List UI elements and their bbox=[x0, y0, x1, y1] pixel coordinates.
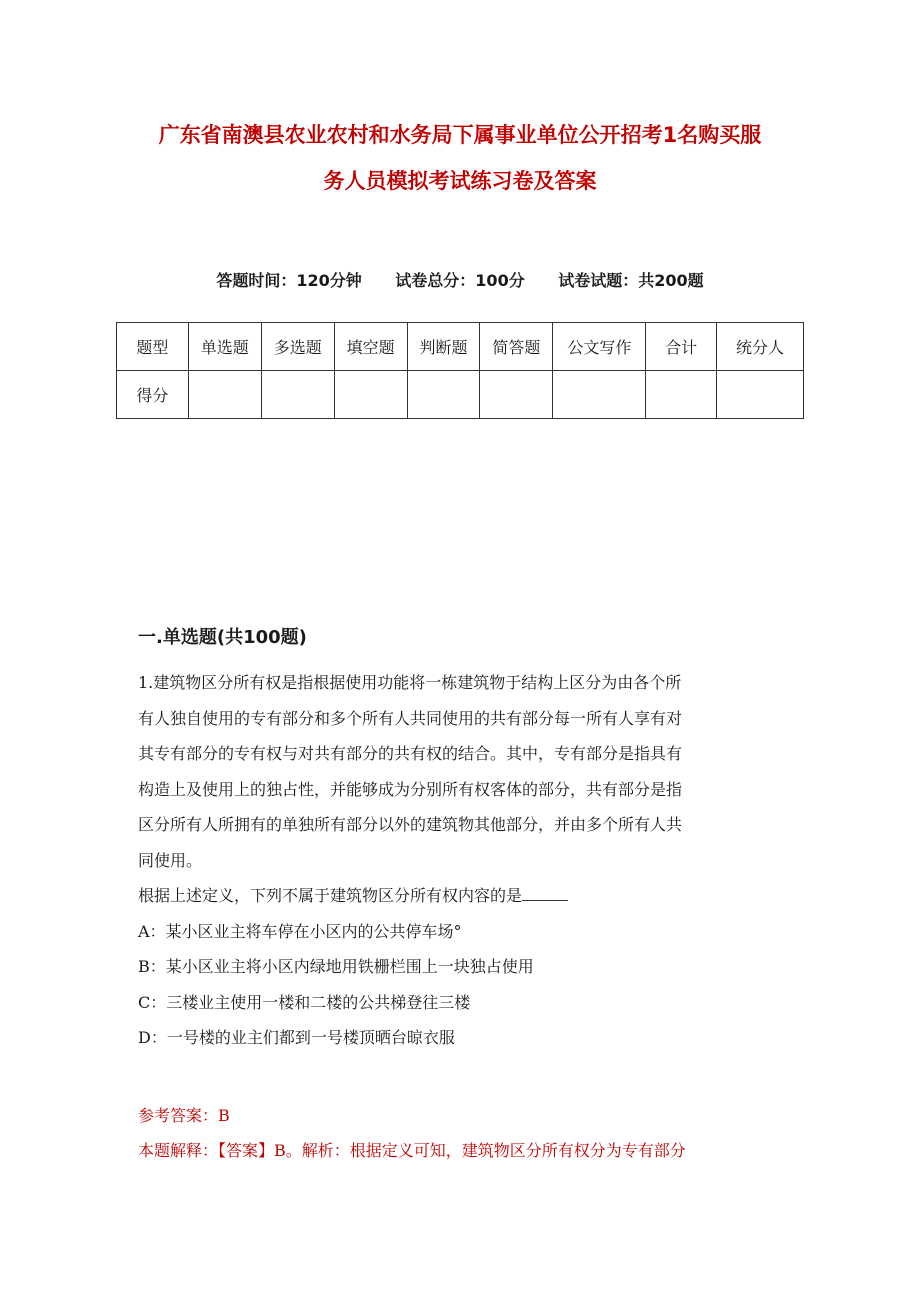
answer-block bbox=[138, 1098, 788, 1168]
question-text-line: 区分所有人所拥有的单独所有部分以外的建筑物其他部分，并由多个所有人共 bbox=[138, 815, 683, 834]
score-cell bbox=[646, 371, 717, 419]
score-table-header: 判断题 bbox=[407, 323, 480, 371]
question-prompt bbox=[138, 878, 778, 914]
score-table-header: 题型 bbox=[117, 323, 189, 371]
question-text-line: 同使用。 bbox=[138, 850, 203, 870]
score-table-header: 简答题 bbox=[480, 323, 553, 371]
score-table-header: 单选题 bbox=[188, 323, 261, 371]
exam-meta bbox=[0, 268, 920, 294]
section-title: 一.单选题(共100题) bbox=[138, 627, 307, 648]
score-cell bbox=[334, 371, 407, 419]
document-title bbox=[0, 112, 920, 204]
answer-blank bbox=[522, 882, 568, 901]
score-table-header: 公文写作 bbox=[553, 323, 646, 371]
answer-explanation: 本题解释：【答案】B。解析：根据定义可知，建筑物区分所有权分为专有部分 bbox=[138, 1141, 686, 1160]
question-block bbox=[138, 665, 778, 1056]
exam-time: 答题时间：120分钟 bbox=[216, 271, 362, 290]
score-table-header: 填空题 bbox=[334, 323, 407, 371]
score-table-header: 合计 bbox=[646, 323, 717, 371]
score-cell bbox=[480, 371, 553, 419]
question-text-line: 1.建筑物区分所有权是指根据使用功能将一栋建筑物于结构上区分为由各个所 bbox=[138, 673, 682, 692]
question-prompt-text: 根据上述定义，下列不属于建筑物区分所有权内容的是 bbox=[138, 886, 523, 905]
option-d: D：一号楼的业主们都到一号楼顶晒台晾衣服 bbox=[138, 1028, 455, 1047]
score-cell bbox=[407, 371, 480, 419]
score-cell bbox=[261, 371, 334, 419]
score-table-score-row bbox=[117, 371, 804, 419]
option-b: B：某小区业主将小区内绿地用铁栅栏围上一块独占使用 bbox=[138, 957, 534, 976]
score-table bbox=[116, 322, 804, 419]
score-cell bbox=[553, 371, 646, 419]
question-text-line: 其专有部分的专有权与对共有部分的共有权的结合。其中，专有部分是指具有 bbox=[138, 744, 683, 763]
reference-answer: 参考答案：B bbox=[138, 1106, 230, 1125]
score-table-header: 统分人 bbox=[717, 323, 804, 371]
exam-total-score: 试卷总分：100分 bbox=[395, 271, 525, 290]
score-cell bbox=[717, 371, 804, 419]
exam-question-count: 试卷试题：共200题 bbox=[558, 271, 704, 290]
score-row-label: 得分 bbox=[117, 371, 189, 419]
score-table-header-row bbox=[117, 323, 804, 371]
title-line-2: 务人员模拟考试练习卷及答案 bbox=[323, 169, 597, 193]
title-line-1: 广东省南澳县农业农村和水务局下属事业单位公开招考1名购买服 bbox=[158, 123, 762, 147]
option-a: A：某小区业主将车停在小区内的公共停车场° bbox=[138, 921, 462, 941]
score-cell bbox=[188, 371, 261, 419]
option-c: C：三楼业主使用一楼和二楼的公共梯登往三楼 bbox=[138, 992, 471, 1012]
score-table-header: 多选题 bbox=[261, 323, 334, 371]
question-text-line: 构造上及使用上的独占性，并能够成为分别所有权客体的部分，共有部分是指 bbox=[138, 779, 683, 799]
question-text-line: 有人独自使用的专有部分和多个所有人共同使用的共有部分每一所有人享有对 bbox=[138, 708, 683, 728]
